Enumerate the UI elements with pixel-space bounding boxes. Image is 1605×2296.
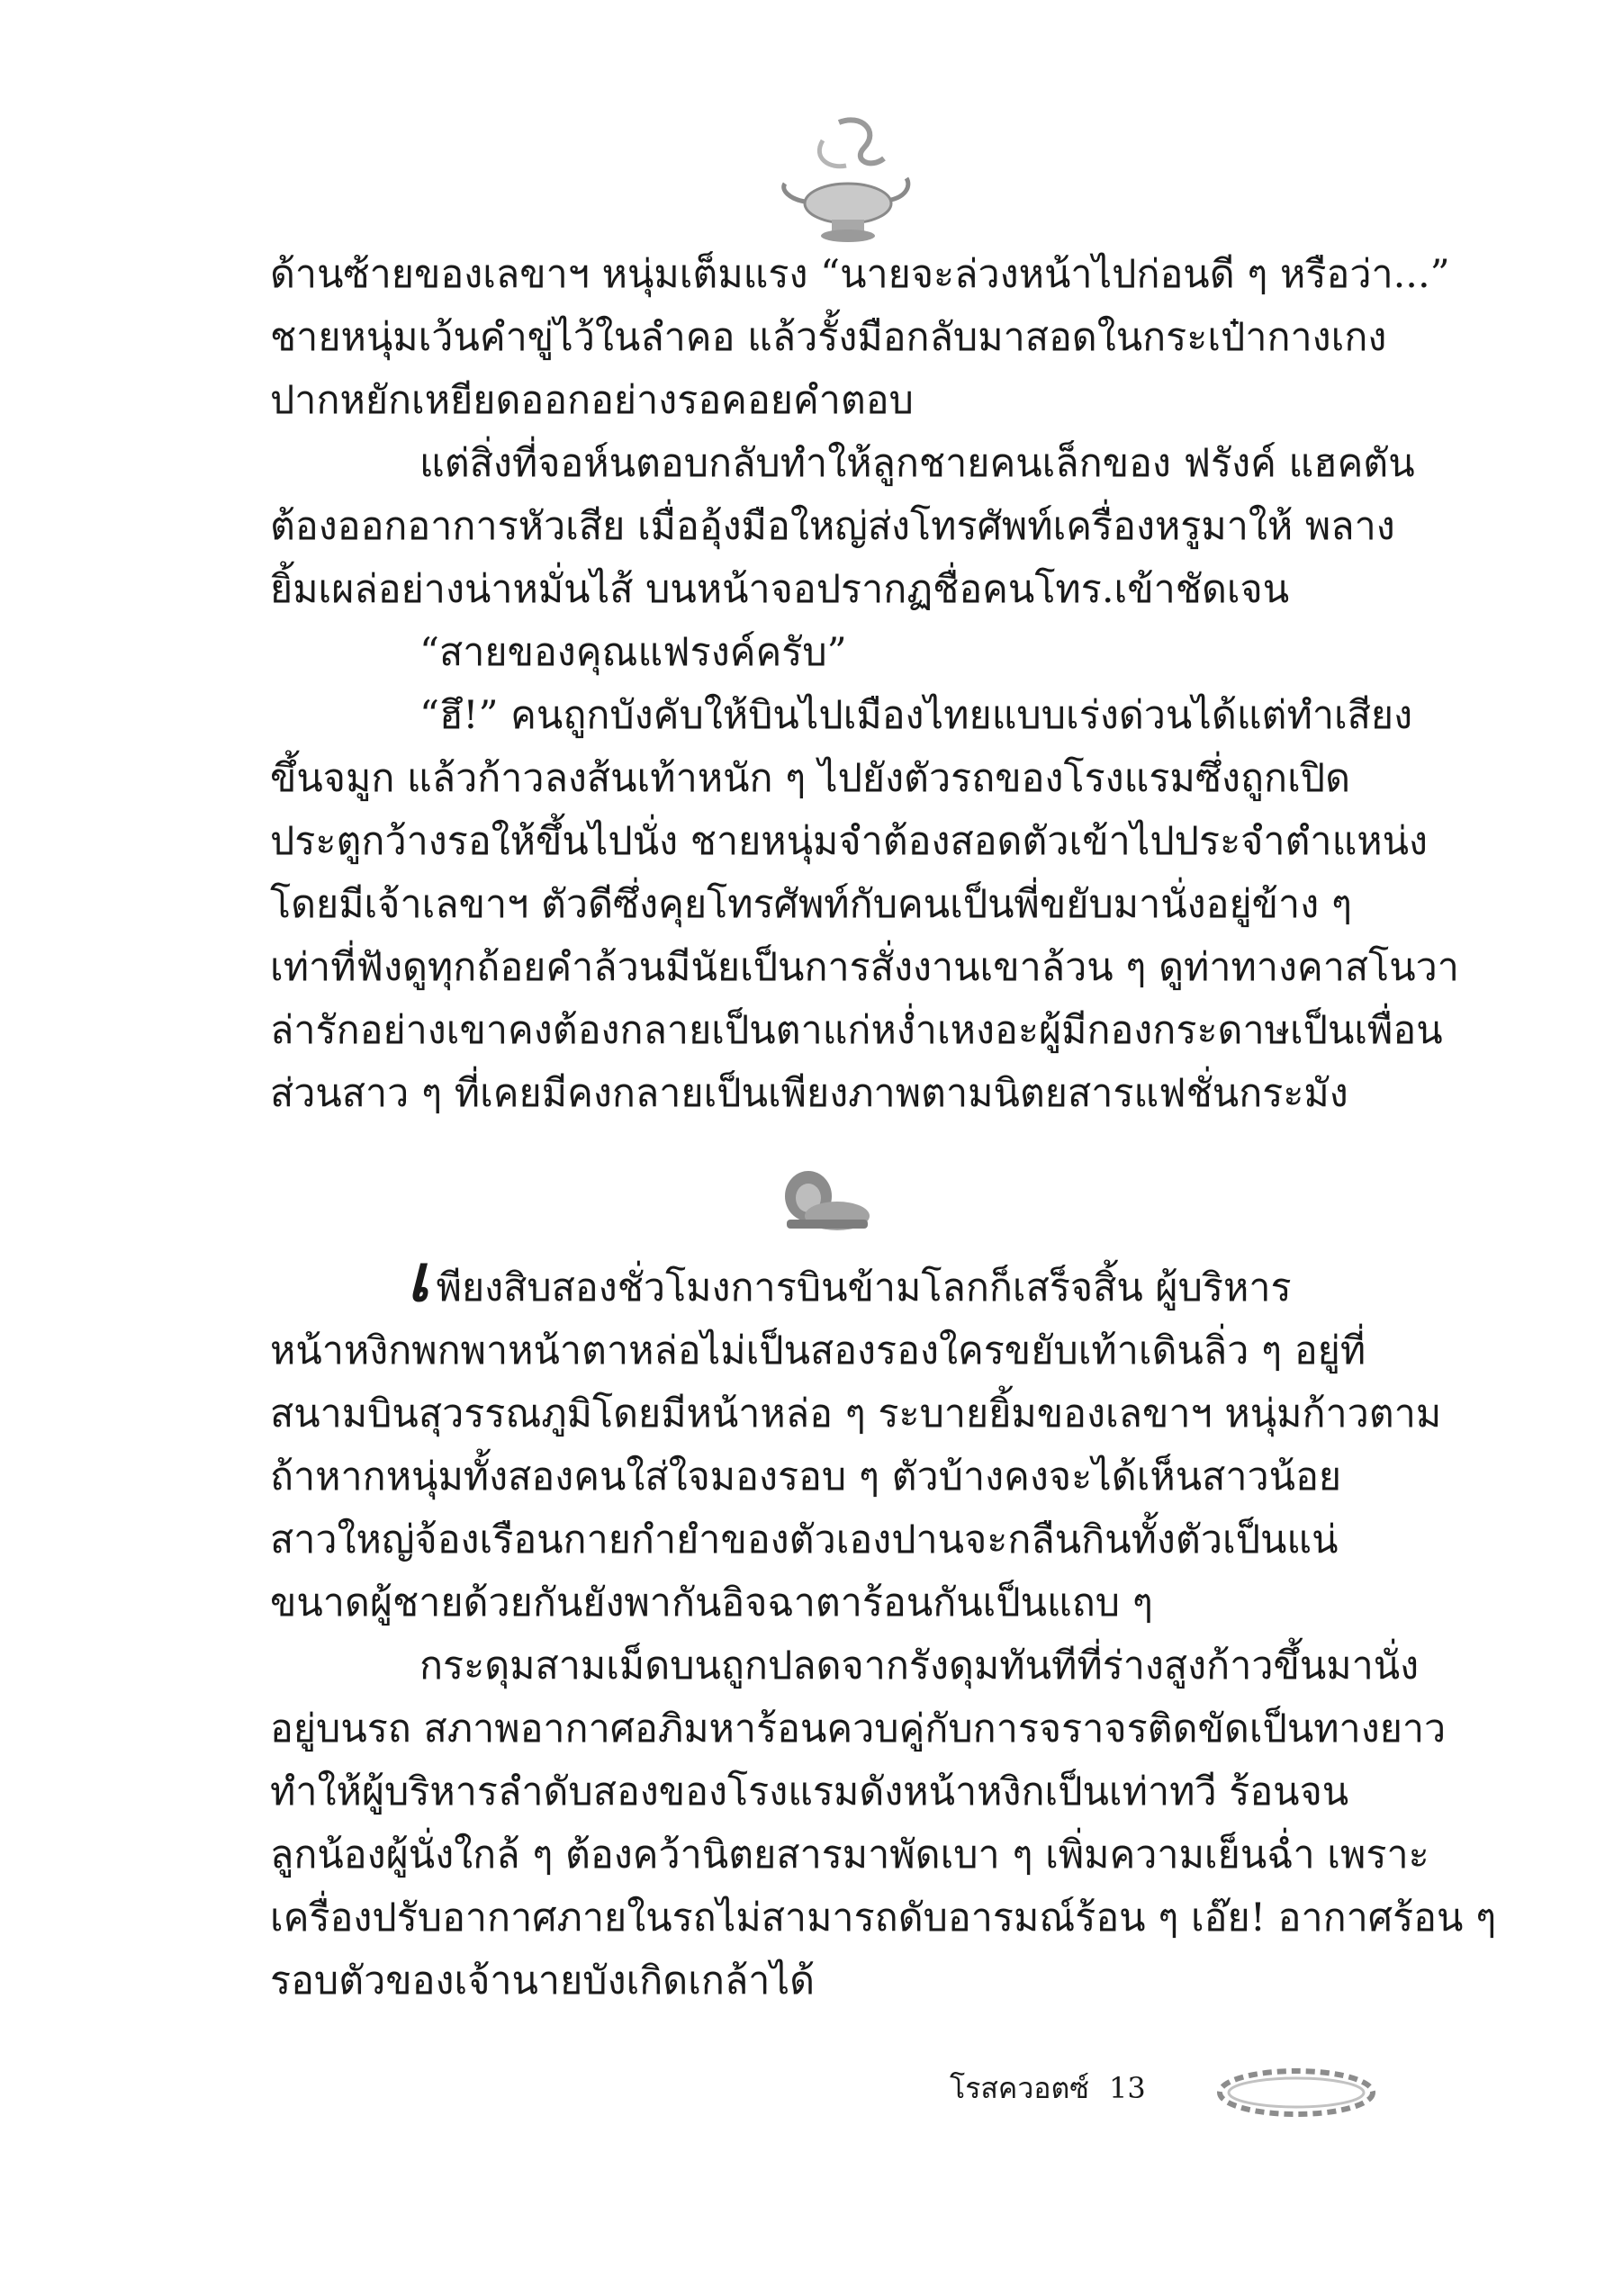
text-line: ทำให้ผู้บริหารลำดับสองของโรงแรมดังหน้าหงิกเป็นเท่าทวี ร้อนจน: [270, 1769, 1349, 1814]
text-line: เท่าที่ฟังดูทุกถ้อยคำล้วนมีนัยเป็นการสั่งงานเขาล้วน ๆ ดูท่าทางคาสโนวา: [270, 945, 1459, 990]
text-line: กระดุมสามเม็ดบนถูกปลดจากรังดุมทันทีที่ร่างสูงก้าวขึ้นมานั่ง: [419, 1643, 1420, 1688]
text-block-lower: [270, 1239, 1497, 2012]
text-line: “ฮึ!” คนถูกบังคับให้บินไปเมืองไทยแบบเร่งด่วนได้แต่ทำเสียง: [419, 693, 1413, 738]
text-line: ปากหยักเหยียดออกอย่างรอคอยคำตอบ: [270, 378, 914, 423]
text-line: ล่ารักอย่างเขาคงต้องกลายเป็นตาแก่หง่ำเหงอะผู้มีกองกระดาษเป็นเพื่อน: [270, 1008, 1443, 1053]
text-line: ด้านซ้ายของเลขาฯ หนุ่มเต็มแรง “นายจะล่วงหน้าไปก่อนดี ๆ หรือว่า...”: [270, 252, 1450, 297]
text-line: ยิ้มเผล่อย่างน่าหมั่นไส้ บนหน้าจอปรากฏชื่อคนโทร.เข้าชัดเจน: [270, 567, 1290, 612]
text-line: ขึ้นจมูก แล้วก้าวลงส้นเท้าหนัก ๆ ไปยังตัวรถของโรงแรมซึ่งถูกเปิด: [270, 756, 1350, 801]
book-title: โรสควอตซ์: [950, 2070, 1089, 2105]
text-line: ต้องออกอาการหัวเสีย เมื่ออุ้งมือใหญ่ส่งโทรศัพท์เครื่องหรูมาให้ พลาง: [270, 504, 1395, 549]
text-line: ส่วนสาว ๆ ที่เคยมีคงกลายเป็นเพียงภาพตามนิตยสารแฟชั่นกระมัง: [270, 1071, 1348, 1116]
opening-line-text: พียงสิบสองชั่วโมงการบินข้ามโลกก็เสร็จสิ้น ผู้บริหาร: [436, 1265, 1292, 1310]
text-line: “สายของคุณแฟรงค์ครับ”: [419, 630, 847, 675]
magic-lamp-ornament-icon: [776, 113, 920, 248]
text-line: ขนาดผู้ชายด้วยกันยังพากันอิจฉาตาร้อนกันเป็นแถบ ๆ: [270, 1580, 1153, 1625]
text-line: รอบตัวของเจ้านายบังเกิดเกล้าได้: [270, 1958, 816, 2003]
bracelet-ornament-icon: [1211, 2061, 1382, 2124]
page-number: 13: [1109, 2071, 1146, 2105]
text-line: ถ้าหากหนุ่มทั้งสองคนใส่ใจมองรอบ ๆ ตัวบ้างคงจะได้เห็นสาวน้อย: [270, 1454, 1342, 1499]
text-line: แต่สิ่งที่จอห์นตอบกลับทำให้ลูกชายคนเล็กของ ฟรังค์ แฮคตัน: [419, 441, 1415, 486]
text-line: สนามบินสุวรรณภูมิโดยมีหน้าหล่อ ๆ ระบายยิ้มของเลขาฯ หนุ่มก้าวตาม: [270, 1391, 1442, 1436]
page-footer: [950, 2057, 1146, 2120]
text-line: เครื่องปรับอากาศภายในรถไม่สามารถดับอารมณ์ร้อน ๆ เอ๊ย! อากาศร้อน ๆ: [270, 1895, 1497, 1940]
drop-cap-letter: เ: [407, 1239, 429, 1316]
text-line: โดยมีเจ้าเลขาฯ ตัวดีซึ่งคุยโทรศัพท์กับคนเป็นพี่ขยับมานั่งอยู่ข้าง ๆ: [270, 882, 1352, 927]
text-line: ประตูกว้างรอให้ขึ้นไปนั่ง ชายหนุ่มจำต้องสอดตัวเข้าไปประจำตำแหน่ง: [270, 819, 1429, 864]
text-line: อยู่บนรถ สภาพอากาศอภิมหาร้อนควบคู่กับการจราจรติดขัดเป็นทางยาว: [270, 1706, 1447, 1751]
text-line: ชายหนุ่มเว้นคำขู่ไว้ในลำคอ แล้วรั้งมือกลับมาสอดในกระเป๋ากางเกง: [270, 315, 1387, 360]
text-block-upper: [270, 243, 1459, 1125]
text-line: หน้าหงิกพกพาหน้าตาหล่อไม่เป็นสองรองใครขยับเท้าเดินลิ่ว ๆ อยู่ที่: [270, 1328, 1366, 1373]
text-line: ลูกน้องผู้นั่งใกล้ ๆ ต้องคว้านิตยสารมาพัดเบา ๆ เพิ่มความเย็นฉ่ำ เพราะ: [270, 1832, 1429, 1877]
text-line: สาวใหญ่จ้องเรือนกายกำยำของตัวเองปานจะกลืนกินทั้งตัวเป็นแน่: [270, 1517, 1339, 1562]
lion-divider-icon: [774, 1166, 873, 1238]
chapter-opening-line: [270, 1239, 1422, 1319]
